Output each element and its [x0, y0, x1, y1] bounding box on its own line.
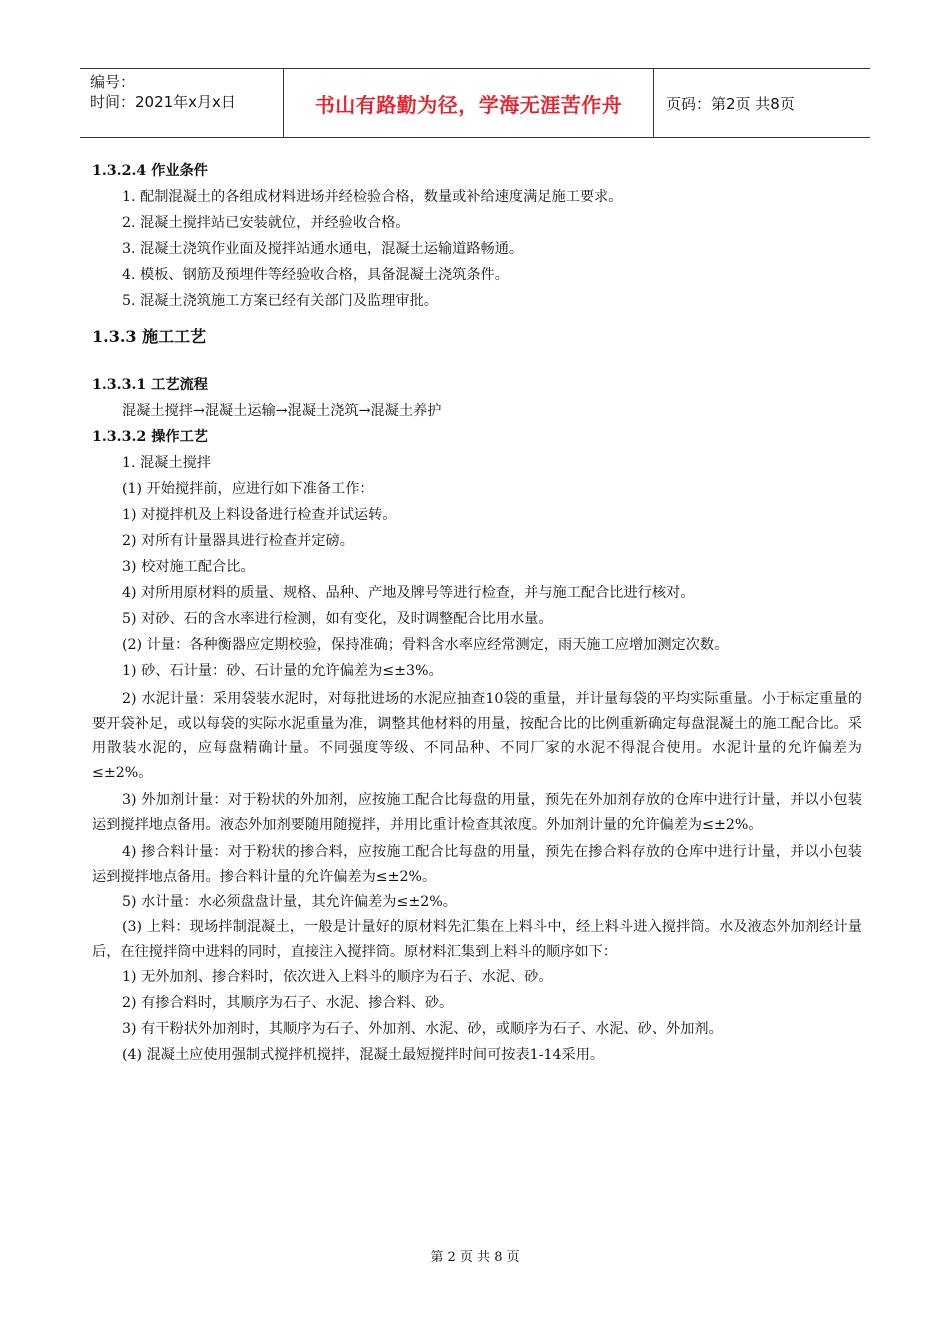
list-item: 1) 砂、石计量：砂、石计量的允许偏差为≤±3%。: [122, 663, 443, 679]
list-item: (4) 混凝土应使用强制式搅拌机搅拌，混凝土最短搅拌时间可按表1-14采用。: [122, 1047, 605, 1063]
section-title-133: 1.3.3 施工工艺: [92, 327, 207, 346]
paragraph-heading: (1) 开始搅拌前，应进行如下准备工作：: [122, 481, 374, 497]
list-item: 3) 校对施工配合比。: [122, 559, 255, 575]
process-flow: 混凝土搅拌→混凝土运输→混凝土浇筑→混凝土养护: [122, 403, 442, 419]
list-item: 5) 对砂、石的含水率进行检测，如有变化，及时调整配合比用水量。: [122, 611, 553, 627]
list-item: 2. 混凝土搅拌站已安装就位，并经验收合格。: [122, 215, 410, 231]
list-item: 3) 有干粉状外加剂时，其顺序为石子、外加剂、水泥、砂，或顺序为石子、水泥、砂、外加剂。: [122, 1021, 723, 1037]
list-item: 1. 配制混凝土的各组成材料进场并经检验合格，数量或补给速度满足施工要求。: [122, 189, 623, 205]
section-title-1324: 1.3.2.4 作业条件: [92, 163, 208, 179]
paragraph-heading: (2) 计量：各种衡器应定期校验，保持准确；骨料含水率应经常测定，雨天施工应增加测定次数。: [122, 637, 729, 653]
page-header: [80, 68, 870, 138]
page-footer: 第 2 页 共 8 页: [430, 1250, 520, 1265]
list-item: 5) 水计量：水必须盘盘计量，其允许偏差为≤±2%。: [122, 894, 457, 910]
list-item: 2) 对所有计量器具进行检查并定磅。: [122, 533, 354, 549]
paragraph: 4) 掺合料计量：对于粉状的掺合料，应按施工配合比每盘的用量，预先在掺合料存放的仓库中进行计量，并以小包装运到搅拌地点备用。掺合料计量的允许偏差为≤±2%。: [92, 844, 862, 885]
section-title-1331: 1.3.3.1 工艺流程: [92, 377, 208, 393]
section-title-1332: 1.3.3.2 操作工艺: [92, 429, 208, 445]
list-item: 4. 模板、钢筋及预埋件等经验收合格，具备混凝土浇筑条件。: [122, 267, 509, 283]
document-time: 时间：2021年x月x日: [90, 93, 236, 111]
document-number-label: 编号：: [90, 73, 136, 91]
list-item: 3. 混凝土浇筑作业面及搅拌站通水通电，混凝土运输道路畅通。: [122, 241, 524, 257]
paragraph: (3) 上料：现场拌制混凝土，一般是计量好的原材料先汇集在上料斗中，经上料斗进入搅拌筒。水及液态外加剂经计量后，在往搅拌筒中进料的同时，直接注入搅拌筒。原材料汇集到上料斗的顺序如下：: [92, 919, 862, 960]
paragraph: 2) 水泥计量：采用袋装水泥时，对每批进场的水泥应抽查10袋的重量，并计量每袋的平均实际重量。小于标定重量的要开袋补足，或以每袋的实际水泥重量为准，调整其他材料的用量，按配合比的比例重新确定每盘混凝土的施工配合比。采用散装水泥的，应每盘精确计量。不同强度等级、不同品种、不同厂家的水泥不得混合使用。水泥计量的允许偏差为≤±2%。: [92, 691, 862, 781]
list-item: 1) 对搅拌机及上料设备进行检查并试运转。: [122, 507, 397, 523]
header-motto: 书山有路勤为径，学海无涯苦作舟: [284, 69, 654, 137]
list-item: 1) 无外加剂、掺合料时，依次进入上料斗的顺序为石子、水泥、砂。: [122, 969, 553, 985]
document-body: [92, 158, 862, 1068]
header-meta: [80, 69, 284, 137]
header-page-info: 页码：第2页 共8页: [666, 94, 795, 113]
list-item: 2) 有掺合料时，其顺序为石子、水泥、掺合料、砂。: [122, 995, 454, 1011]
subsection-title: 1. 混凝土搅拌: [122, 455, 211, 471]
list-item: 4) 对所用原材料的质量、规格、品种、产地及牌号等进行检查，并与施工配合比进行核对。: [122, 585, 695, 601]
list-item: 5. 混凝土浇筑施工方案已经有关部门及监理审批。: [122, 293, 438, 309]
paragraph: 3) 外加剂计量：对于粉状的外加剂，应按施工配合比每盘的用量，预先在外加剂存放的仓库中进行计量，并以小包装运到搅拌地点备用。液态外加剂要随用随搅拌，并用比重计检查其浓度。外加剂计量的允许偏差为≤±2%。: [92, 792, 862, 833]
